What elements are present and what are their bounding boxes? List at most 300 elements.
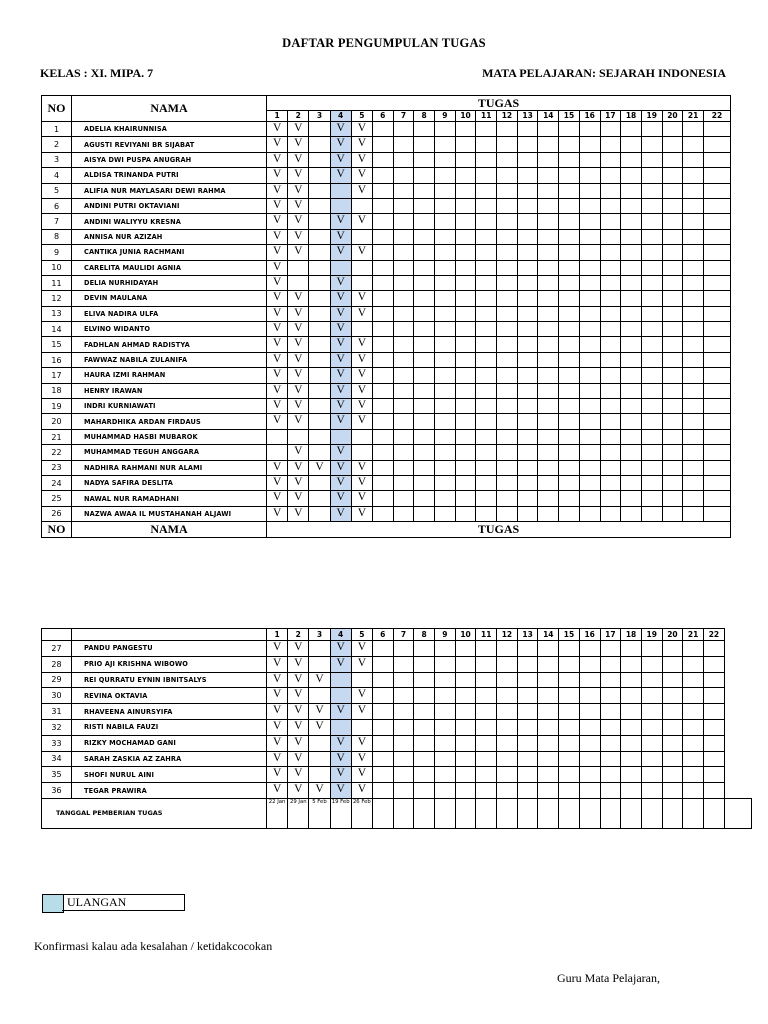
submission-mark: V: [351, 306, 372, 321]
empty-cell: [393, 429, 414, 444]
empty-cell: [662, 229, 683, 244]
empty-cell: [455, 137, 476, 152]
empty-cell: [372, 414, 393, 429]
empty-cell: [621, 291, 642, 306]
empty-cell: [683, 322, 704, 337]
empty-cell: [538, 491, 559, 506]
table-row: [42, 152, 731, 167]
empty-cell: [579, 704, 600, 720]
empty-cell: [455, 337, 476, 352]
empty-cell: [538, 260, 559, 275]
empty-cell: [393, 704, 414, 720]
empty-cell: [703, 783, 724, 799]
empty-cell: [683, 245, 704, 260]
table-row: [42, 460, 731, 475]
empty-cell: [600, 460, 621, 475]
empty-cell: [662, 704, 683, 720]
submission-mark: [309, 445, 330, 460]
empty-cell: [641, 506, 662, 521]
empty-cell: [559, 183, 580, 198]
submission-mark: V: [351, 383, 372, 398]
submission-mark: V: [267, 275, 288, 290]
assignment-date: 26 Feb: [351, 798, 372, 828]
empty-cell: [662, 352, 683, 367]
empty-cell: [683, 506, 704, 521]
submission-mark: V: [267, 656, 288, 672]
submission-mark: V: [267, 414, 288, 429]
submission-mark: V: [351, 337, 372, 352]
submission-mark: V: [267, 122, 288, 137]
submission-mark: V: [267, 368, 288, 383]
submission-mark: [351, 198, 372, 213]
empty-cell: [517, 672, 538, 688]
submission-mark: V: [267, 704, 288, 720]
empty-cell: [579, 260, 600, 275]
submission-mark: [351, 322, 372, 337]
empty-cell: [538, 183, 559, 198]
empty-cell: [414, 183, 435, 198]
empty-cell: [641, 704, 662, 720]
submission-mark: V: [330, 214, 351, 229]
empty-cell: [372, 275, 393, 290]
empty-cell: [600, 122, 621, 137]
empty-cell: [476, 383, 497, 398]
empty-cell: [372, 429, 393, 444]
empty-cell: [662, 198, 683, 213]
empty-cell: [517, 491, 538, 506]
table-row: [42, 198, 731, 213]
submission-mark: V: [351, 767, 372, 783]
task-number-header: 14: [538, 629, 559, 641]
submission-mark: V: [351, 214, 372, 229]
table-row: [42, 368, 731, 383]
submission-mark: V: [288, 445, 309, 460]
empty-cell: [372, 152, 393, 167]
empty-cell: [517, 291, 538, 306]
empty-cell: [559, 506, 580, 521]
student-name: TEGAR PRAWIRA: [72, 783, 267, 799]
empty-cell: [372, 245, 393, 260]
submission-mark: [309, 291, 330, 306]
empty-cell: [517, 137, 538, 152]
empty-cell: [476, 399, 497, 414]
submission-mark: V: [288, 368, 309, 383]
assignment-date: 22 Jan: [267, 798, 288, 828]
submission-mark: V: [351, 352, 372, 367]
submission-mark: V: [351, 641, 372, 657]
task-number-header: 8: [414, 111, 435, 122]
empty-cell: [435, 475, 456, 490]
empty-cell: [455, 460, 476, 475]
table-row: [42, 704, 752, 720]
empty-cell: [641, 445, 662, 460]
task-number-header: 1: [267, 111, 288, 122]
submission-mark: V: [309, 719, 330, 735]
empty-cell: [662, 475, 683, 490]
student-name: NADYA SAFIRA DESLITA: [72, 475, 267, 490]
empty-cell: [621, 368, 642, 383]
empty-cell: [393, 751, 414, 767]
empty-cell: [435, 152, 456, 167]
student-number: 21: [42, 429, 72, 444]
empty-cell: [414, 429, 435, 444]
empty-cell: [641, 491, 662, 506]
empty-date-cell: [435, 798, 456, 828]
table-row: [42, 214, 731, 229]
empty-cell: [476, 368, 497, 383]
nama-header: NAMA: [72, 96, 267, 122]
table-row: [42, 399, 731, 414]
empty-cell: [579, 368, 600, 383]
submission-mark: V: [267, 475, 288, 490]
empty-cell: [393, 672, 414, 688]
submission-mark: [309, 122, 330, 137]
empty-cell: [538, 383, 559, 398]
empty-cell: [393, 783, 414, 799]
empty-cell: [372, 368, 393, 383]
empty-cell: [683, 783, 704, 799]
empty-cell: [435, 783, 456, 799]
empty-cell: [662, 735, 683, 751]
empty-cell: [683, 767, 704, 783]
table-row: [42, 383, 731, 398]
empty-cell: [559, 198, 580, 213]
task-number-header: 7: [393, 111, 414, 122]
empty-cell: [703, 168, 730, 183]
empty-cell: [497, 368, 518, 383]
submission-mark: V: [288, 183, 309, 198]
empty-cell: [476, 245, 497, 260]
empty-cell: [662, 137, 683, 152]
empty-cell: [517, 783, 538, 799]
student-number: 20: [42, 414, 72, 429]
empty-cell: [455, 322, 476, 337]
empty-cell: [435, 751, 456, 767]
task-number-header: 13: [517, 629, 538, 641]
student-number: 24: [42, 475, 72, 490]
empty-cell: [455, 214, 476, 229]
empty-cell: [621, 214, 642, 229]
empty-cell: [414, 214, 435, 229]
empty-cell: [641, 735, 662, 751]
submission-mark: [309, 352, 330, 367]
empty-cell: [538, 414, 559, 429]
empty-cell: [600, 368, 621, 383]
submission-mark: V: [267, 672, 288, 688]
empty-cell: [476, 122, 497, 137]
empty-cell: [703, 656, 724, 672]
submission-mark: [309, 751, 330, 767]
submission-mark: [288, 429, 309, 444]
submission-mark: V: [288, 414, 309, 429]
assignment-date: 5 Feb: [309, 798, 330, 828]
empty-cell: [455, 751, 476, 767]
student-number: 30: [42, 688, 72, 704]
no-footer: NO: [42, 522, 72, 538]
empty-cell: [559, 735, 580, 751]
table-row: [42, 291, 731, 306]
empty-cell: [372, 767, 393, 783]
empty-cell: [476, 735, 497, 751]
empty-cell: [703, 475, 730, 490]
empty-cell: [476, 460, 497, 475]
empty-cell: [703, 672, 724, 688]
ulangan-legend-swatch: [42, 894, 64, 913]
submission-mark: V: [330, 245, 351, 260]
page-title: DAFTAR PENGUMPULAN TUGAS: [282, 36, 486, 50]
submission-mark: V: [288, 641, 309, 657]
submission-mark: V: [330, 291, 351, 306]
submission-mark: [309, 152, 330, 167]
empty-cell: [683, 122, 704, 137]
task-number-header: 19: [641, 111, 662, 122]
empty-cell: [435, 214, 456, 229]
submission-mark: V: [267, 783, 288, 799]
table-row: [42, 735, 752, 751]
empty-cell: [600, 198, 621, 213]
empty-cell: [621, 122, 642, 137]
empty-cell: [435, 322, 456, 337]
empty-cell: [414, 245, 435, 260]
empty-cell: [703, 704, 724, 720]
empty-cell: [435, 445, 456, 460]
empty-cell: [600, 383, 621, 398]
empty-cell: [517, 399, 538, 414]
empty-cell: [538, 245, 559, 260]
empty-cell: [559, 656, 580, 672]
empty-cell: [393, 198, 414, 213]
empty-cell: [372, 183, 393, 198]
submission-mark: V: [330, 751, 351, 767]
empty-cell: [455, 306, 476, 321]
task-number-header: 12: [497, 111, 518, 122]
empty-cell: [435, 719, 456, 735]
empty-cell: [538, 460, 559, 475]
submission-mark: V: [267, 214, 288, 229]
empty-cell: [621, 688, 642, 704]
empty-cell: [414, 460, 435, 475]
submission-mark: [309, 383, 330, 398]
submission-mark: [309, 429, 330, 444]
empty-cell: [372, 719, 393, 735]
empty-cell: [435, 306, 456, 321]
table-row: [42, 337, 731, 352]
submission-mark: [330, 672, 351, 688]
submission-mark: V: [351, 460, 372, 475]
empty-cell: [414, 168, 435, 183]
student-name: ALIFIA NUR MAYLASARI DEWI RAHMA: [72, 183, 267, 198]
empty-cell: [435, 672, 456, 688]
empty-cell: [641, 475, 662, 490]
empty-cell: [579, 122, 600, 137]
empty-cell: [517, 506, 538, 521]
submission-mark: [309, 368, 330, 383]
empty-cell: [476, 275, 497, 290]
task-number-header: 14: [538, 111, 559, 122]
student-number: 22: [42, 445, 72, 460]
table-row: [42, 229, 731, 244]
empty-cell: [414, 137, 435, 152]
empty-cell: [455, 783, 476, 799]
empty-cell: [538, 719, 559, 735]
empty-cell: [703, 506, 730, 521]
submission-mark: [330, 260, 351, 275]
empty-date-cell: [621, 798, 642, 828]
table-row: [42, 414, 731, 429]
empty-cell: [559, 641, 580, 657]
empty-cell: [559, 275, 580, 290]
submission-mark: [309, 506, 330, 521]
empty-date-cell: [579, 798, 600, 828]
empty-date-cell: [372, 798, 393, 828]
submission-mark: V: [288, 214, 309, 229]
empty-cell: [621, 198, 642, 213]
empty-cell: [559, 229, 580, 244]
empty-cell: [414, 767, 435, 783]
submission-mark: V: [288, 735, 309, 751]
empty-cell: [683, 337, 704, 352]
tugas-header: TUGAS: [267, 96, 731, 111]
submission-mark: V: [267, 337, 288, 352]
empty-cell: [455, 183, 476, 198]
empty-cell: [662, 656, 683, 672]
empty-cell: [517, 767, 538, 783]
no-header-blank: [42, 629, 72, 641]
empty-cell: [538, 429, 559, 444]
empty-cell: [641, 767, 662, 783]
empty-date-cell: [497, 798, 518, 828]
student-name: SARAH ZASKIA AZ ZAHRA: [72, 751, 267, 767]
empty-cell: [683, 429, 704, 444]
empty-cell: [414, 656, 435, 672]
empty-cell: [600, 229, 621, 244]
empty-cell: [662, 383, 683, 398]
empty-cell: [393, 641, 414, 657]
submission-mark: V: [288, 399, 309, 414]
submission-mark: V: [288, 460, 309, 475]
table-row: [42, 183, 731, 198]
empty-cell: [476, 445, 497, 460]
submission-mark: V: [288, 137, 309, 152]
empty-cell: [455, 672, 476, 688]
empty-cell: [497, 229, 518, 244]
empty-cell: [579, 137, 600, 152]
empty-cell: [497, 245, 518, 260]
student-name: HENRY IRAWAN: [72, 383, 267, 398]
empty-cell: [703, 641, 724, 657]
empty-cell: [538, 672, 559, 688]
empty-cell: [517, 245, 538, 260]
empty-cell: [455, 368, 476, 383]
empty-cell: [621, 751, 642, 767]
table-row: [42, 719, 752, 735]
student-name: MAHARDHIKA ARDAN FIRDAUS: [72, 414, 267, 429]
student-number: 14: [42, 322, 72, 337]
empty-cell: [703, 352, 730, 367]
empty-cell: [600, 414, 621, 429]
student-name: REI QURRATU EYNIN IBNITSALYS: [72, 672, 267, 688]
empty-cell: [476, 322, 497, 337]
submission-mark: V: [288, 291, 309, 306]
empty-cell: [476, 719, 497, 735]
empty-cell: [538, 137, 559, 152]
submission-mark: [330, 719, 351, 735]
empty-cell: [393, 229, 414, 244]
empty-cell: [455, 767, 476, 783]
empty-cell: [538, 688, 559, 704]
subject-label: MATA PELAJARAN: SEJARAH INDONESIA: [482, 66, 726, 80]
table-row: [42, 275, 731, 290]
empty-cell: [641, 751, 662, 767]
empty-cell: [621, 260, 642, 275]
empty-cell: [559, 783, 580, 799]
table-row: [42, 672, 752, 688]
empty-cell: [579, 198, 600, 213]
confirmation-note: Konfirmasi kalau ada kesalahan / ketidakcocokan: [34, 939, 273, 953]
empty-cell: [372, 704, 393, 720]
student-number: 33: [42, 735, 72, 751]
student-number: 10: [42, 260, 72, 275]
empty-cell: [435, 291, 456, 306]
empty-cell: [538, 168, 559, 183]
empty-cell: [559, 719, 580, 735]
empty-cell: [559, 399, 580, 414]
empty-cell: [372, 260, 393, 275]
empty-cell: [372, 306, 393, 321]
task-number-header: 13: [517, 111, 538, 122]
empty-cell: [497, 460, 518, 475]
empty-cell: [538, 198, 559, 213]
student-number: 12: [42, 291, 72, 306]
empty-cell: [621, 275, 642, 290]
empty-cell: [455, 122, 476, 137]
empty-cell: [372, 491, 393, 506]
empty-cell: [662, 322, 683, 337]
empty-cell: [579, 475, 600, 490]
task-number-header: 4: [330, 111, 351, 122]
task-number-header: 16: [579, 111, 600, 122]
empty-date-cell: [538, 798, 559, 828]
empty-cell: [621, 445, 642, 460]
empty-cell: [455, 383, 476, 398]
empty-cell: [497, 414, 518, 429]
empty-cell: [455, 429, 476, 444]
empty-cell: [497, 429, 518, 444]
empty-cell: [414, 735, 435, 751]
empty-cell: [579, 352, 600, 367]
submission-mark: V: [330, 168, 351, 183]
empty-cell: [600, 704, 621, 720]
empty-cell: [683, 306, 704, 321]
submission-mark: V: [288, 337, 309, 352]
empty-cell: [517, 260, 538, 275]
empty-cell: [579, 183, 600, 198]
empty-cell: [476, 491, 497, 506]
submission-mark: V: [351, 783, 372, 799]
empty-cell: [538, 275, 559, 290]
submission-mark: [309, 137, 330, 152]
empty-cell: [662, 783, 683, 799]
empty-cell: [435, 656, 456, 672]
student-name: AISYA DWI PUSPA ANUGRAH: [72, 152, 267, 167]
empty-cell: [662, 414, 683, 429]
empty-cell: [517, 275, 538, 290]
empty-cell: [662, 122, 683, 137]
empty-date-cell: [683, 798, 704, 828]
submission-mark: V: [267, 152, 288, 167]
submission-mark: V: [267, 767, 288, 783]
empty-cell: [414, 383, 435, 398]
